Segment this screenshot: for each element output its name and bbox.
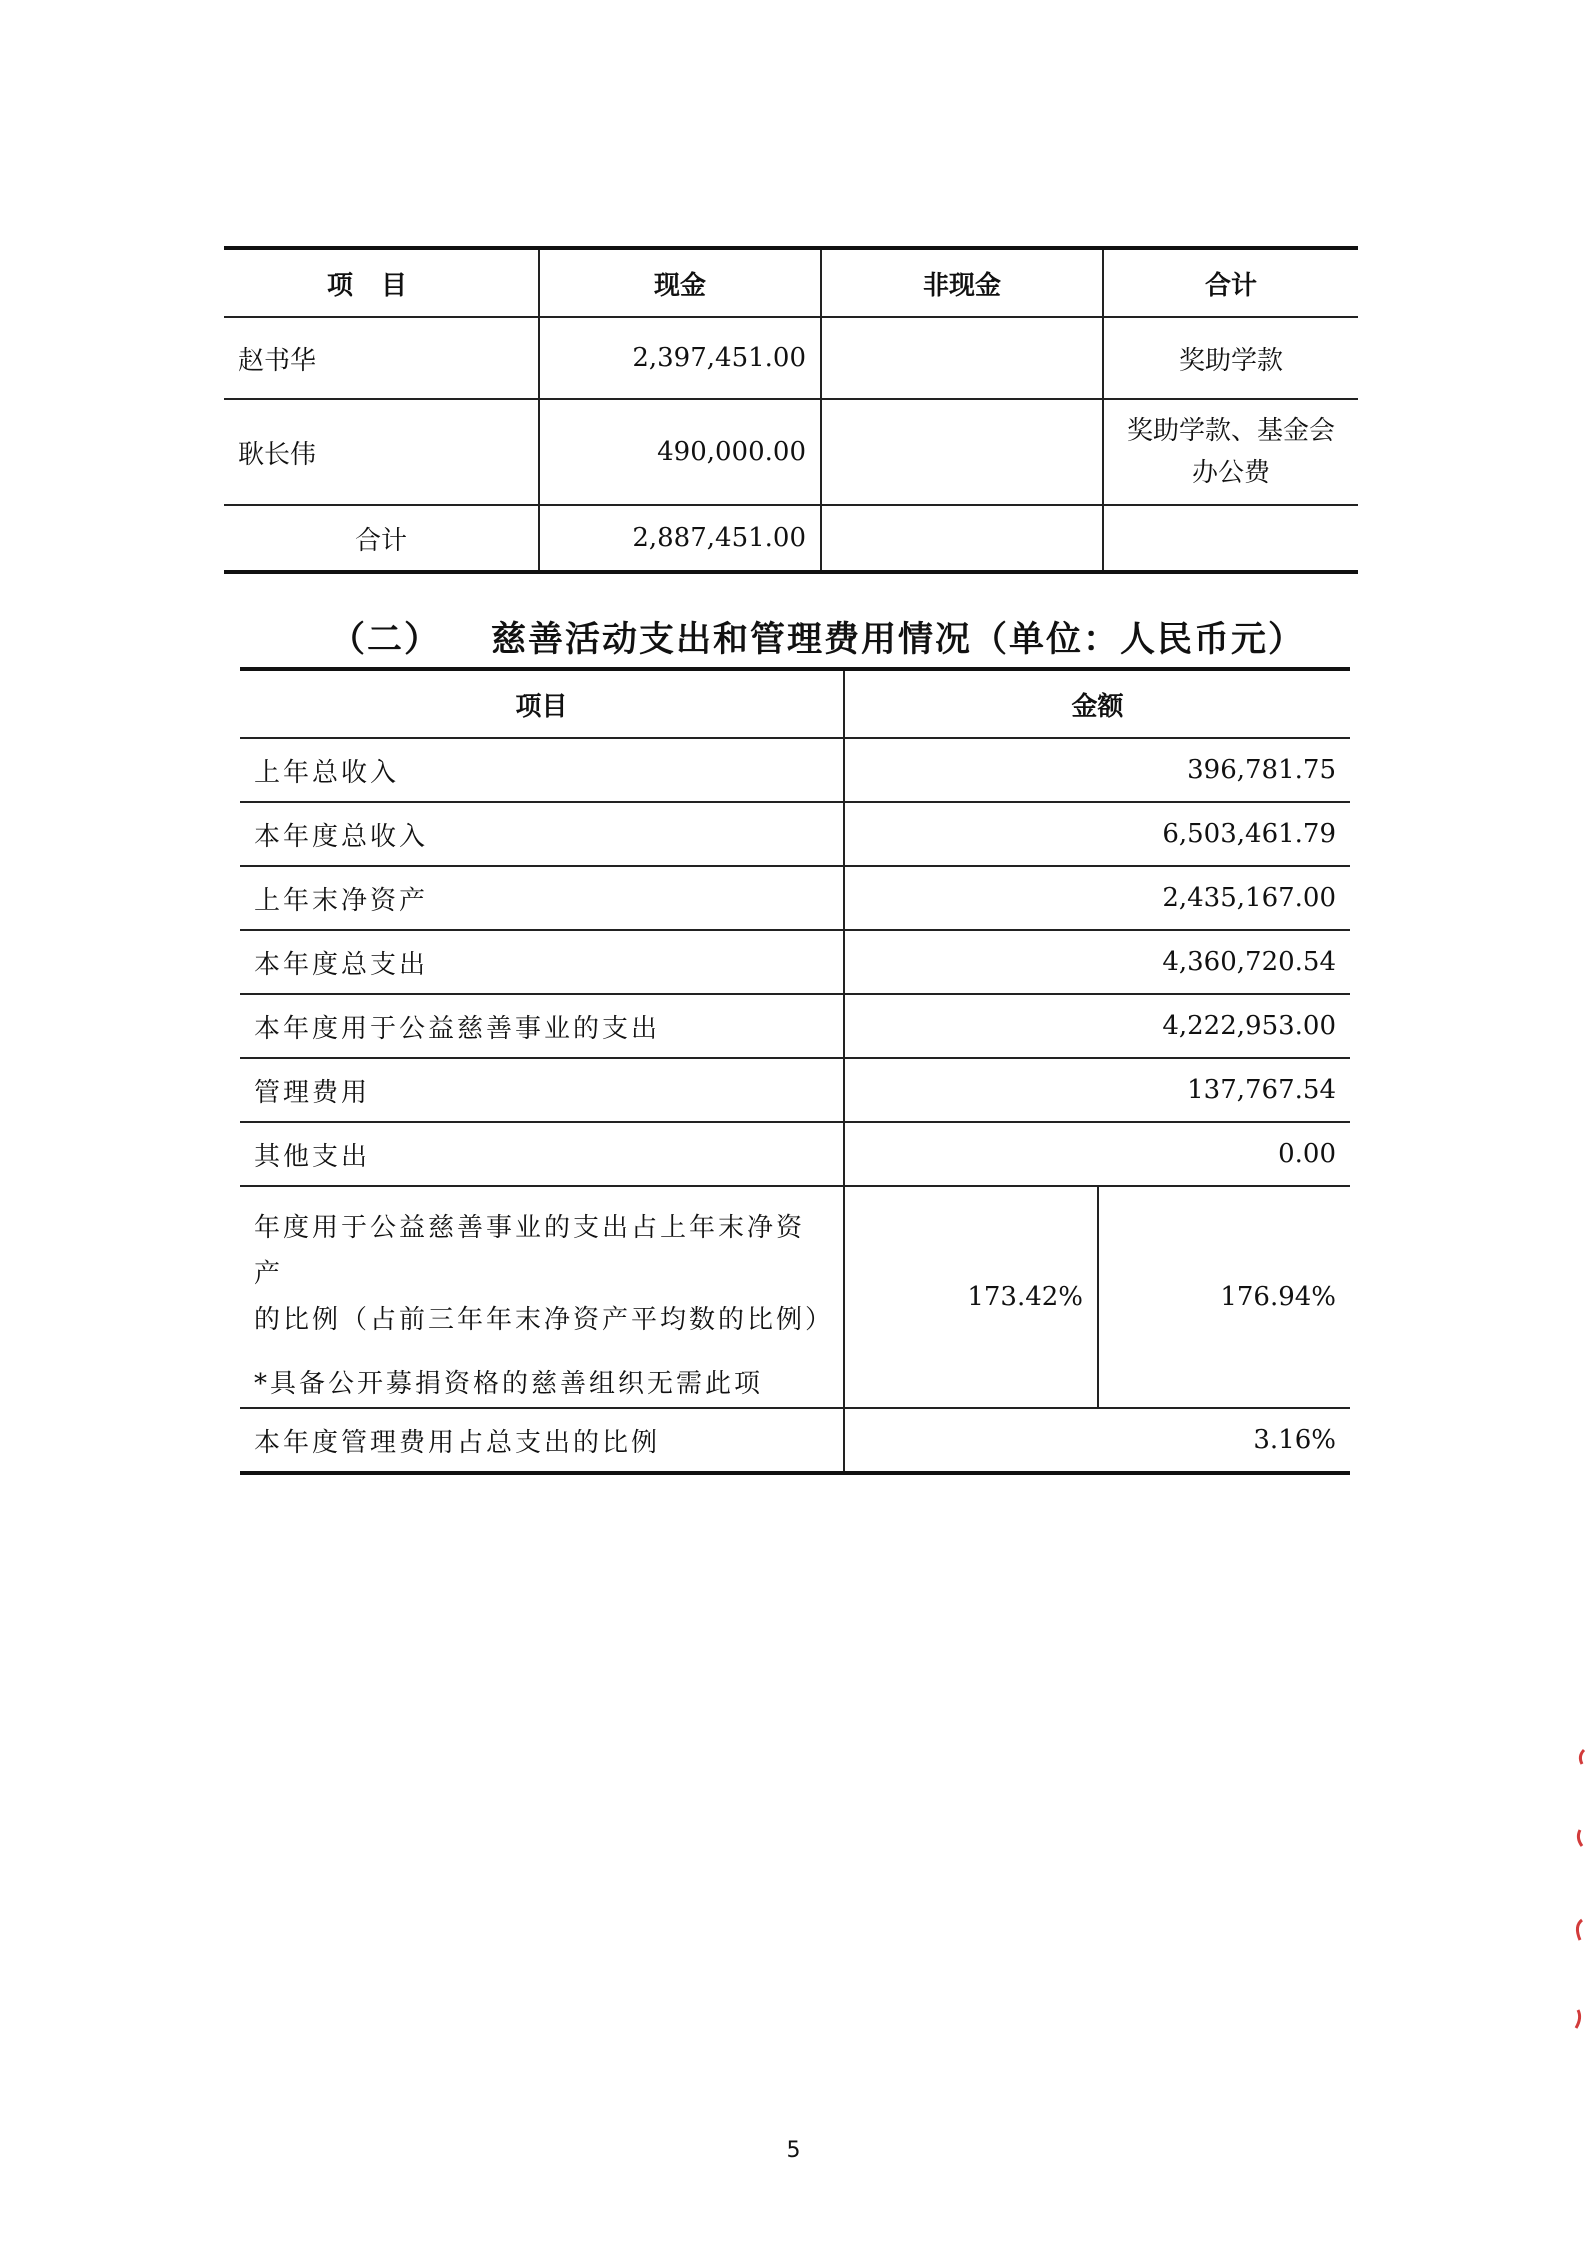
ratio-label-line2: 的比例（占前三年年末净资产平均数的比例）	[254, 1305, 835, 1335]
section-heading	[330, 612, 1305, 662]
ratio-label	[240, 1186, 844, 1408]
row-value: 0.00	[844, 1122, 1350, 1186]
table-row	[240, 930, 1350, 994]
header-amount: 金额	[844, 669, 1350, 738]
mgmt-ratio-label: 本年度管理费用占总支出的比例	[240, 1408, 844, 1473]
donation-table	[224, 246, 1358, 574]
sum-label: 合计	[224, 505, 539, 572]
mgmt-ratio-value: 3.16%	[1253, 1425, 1336, 1455]
row-label: 上年总收入	[240, 738, 844, 802]
row-total-line1: 奖助学款、基金会	[1126, 416, 1335, 446]
table-row	[240, 1058, 1350, 1122]
row-total-line2: 办公费	[1191, 458, 1270, 488]
header-item: 项目	[224, 248, 539, 317]
sum-noncash	[821, 505, 1103, 572]
table-header-row	[224, 248, 1358, 317]
expense-table	[240, 667, 1350, 1475]
row-label: 本年度总收入	[240, 802, 844, 866]
section-title: 慈善活动支出和管理费用情况（单位：人民币元）	[491, 620, 1306, 660]
table-row	[240, 1122, 1350, 1186]
table-row	[240, 738, 1350, 802]
row-label: 本年度总支出	[240, 930, 844, 994]
row-value: 4,360,720.54	[844, 930, 1350, 994]
page-number: 5	[786, 2138, 801, 2163]
row-cash: 490,000.00	[539, 399, 821, 505]
row-total	[1103, 399, 1358, 505]
ratio-row	[240, 1186, 1350, 1408]
row-label: 管理费用	[240, 1058, 844, 1122]
ratio-value-2: 176.94%	[1098, 1186, 1350, 1408]
row-noncash	[821, 399, 1103, 505]
row-value: 4,222,953.00	[844, 994, 1350, 1058]
table-row	[240, 866, 1350, 930]
row-total: 奖助学款	[1103, 317, 1358, 399]
ratio-value-1: 173.42%	[844, 1186, 1098, 1408]
row-label: 上年末净资产	[240, 866, 844, 930]
header-item: 项目	[240, 669, 844, 738]
ratio-note: *具备公开募捐资格的慈善组织无需此项	[254, 1369, 764, 1399]
row-label: 本年度用于公益慈善事业的支出	[240, 994, 844, 1058]
sum-total	[1103, 505, 1358, 572]
table-row	[224, 317, 1358, 399]
header-noncash: 非现金	[821, 248, 1103, 317]
header-cash: 现金	[539, 248, 821, 317]
table-row	[240, 994, 1350, 1058]
row-value: 2,435,167.00	[844, 866, 1350, 930]
table-row	[240, 802, 1350, 866]
row-item: 赵书华	[224, 317, 539, 399]
row-label: 其他支出	[240, 1122, 844, 1186]
table-sum-row	[224, 505, 1358, 572]
stamp-edge-mark	[1566, 1730, 1587, 2050]
section-number: （二）	[330, 620, 442, 660]
mgmt-ratio-row	[240, 1408, 1350, 1473]
ratio-label-line1: 年度用于公益慈善事业的支出占上年末净资产	[254, 1213, 806, 1289]
row-value: 137,767.54	[844, 1058, 1350, 1122]
row-cash: 2,397,451.00	[539, 317, 821, 399]
row-noncash	[821, 317, 1103, 399]
table-row	[224, 399, 1358, 505]
header-total: 合计	[1103, 248, 1358, 317]
row-value: 6,503,461.79	[844, 802, 1350, 866]
row-item: 耿长伟	[224, 399, 539, 505]
row-value: 396,781.75	[844, 738, 1350, 802]
table-header-row	[240, 669, 1350, 738]
sum-cash: 2,887,451.00	[539, 505, 821, 572]
